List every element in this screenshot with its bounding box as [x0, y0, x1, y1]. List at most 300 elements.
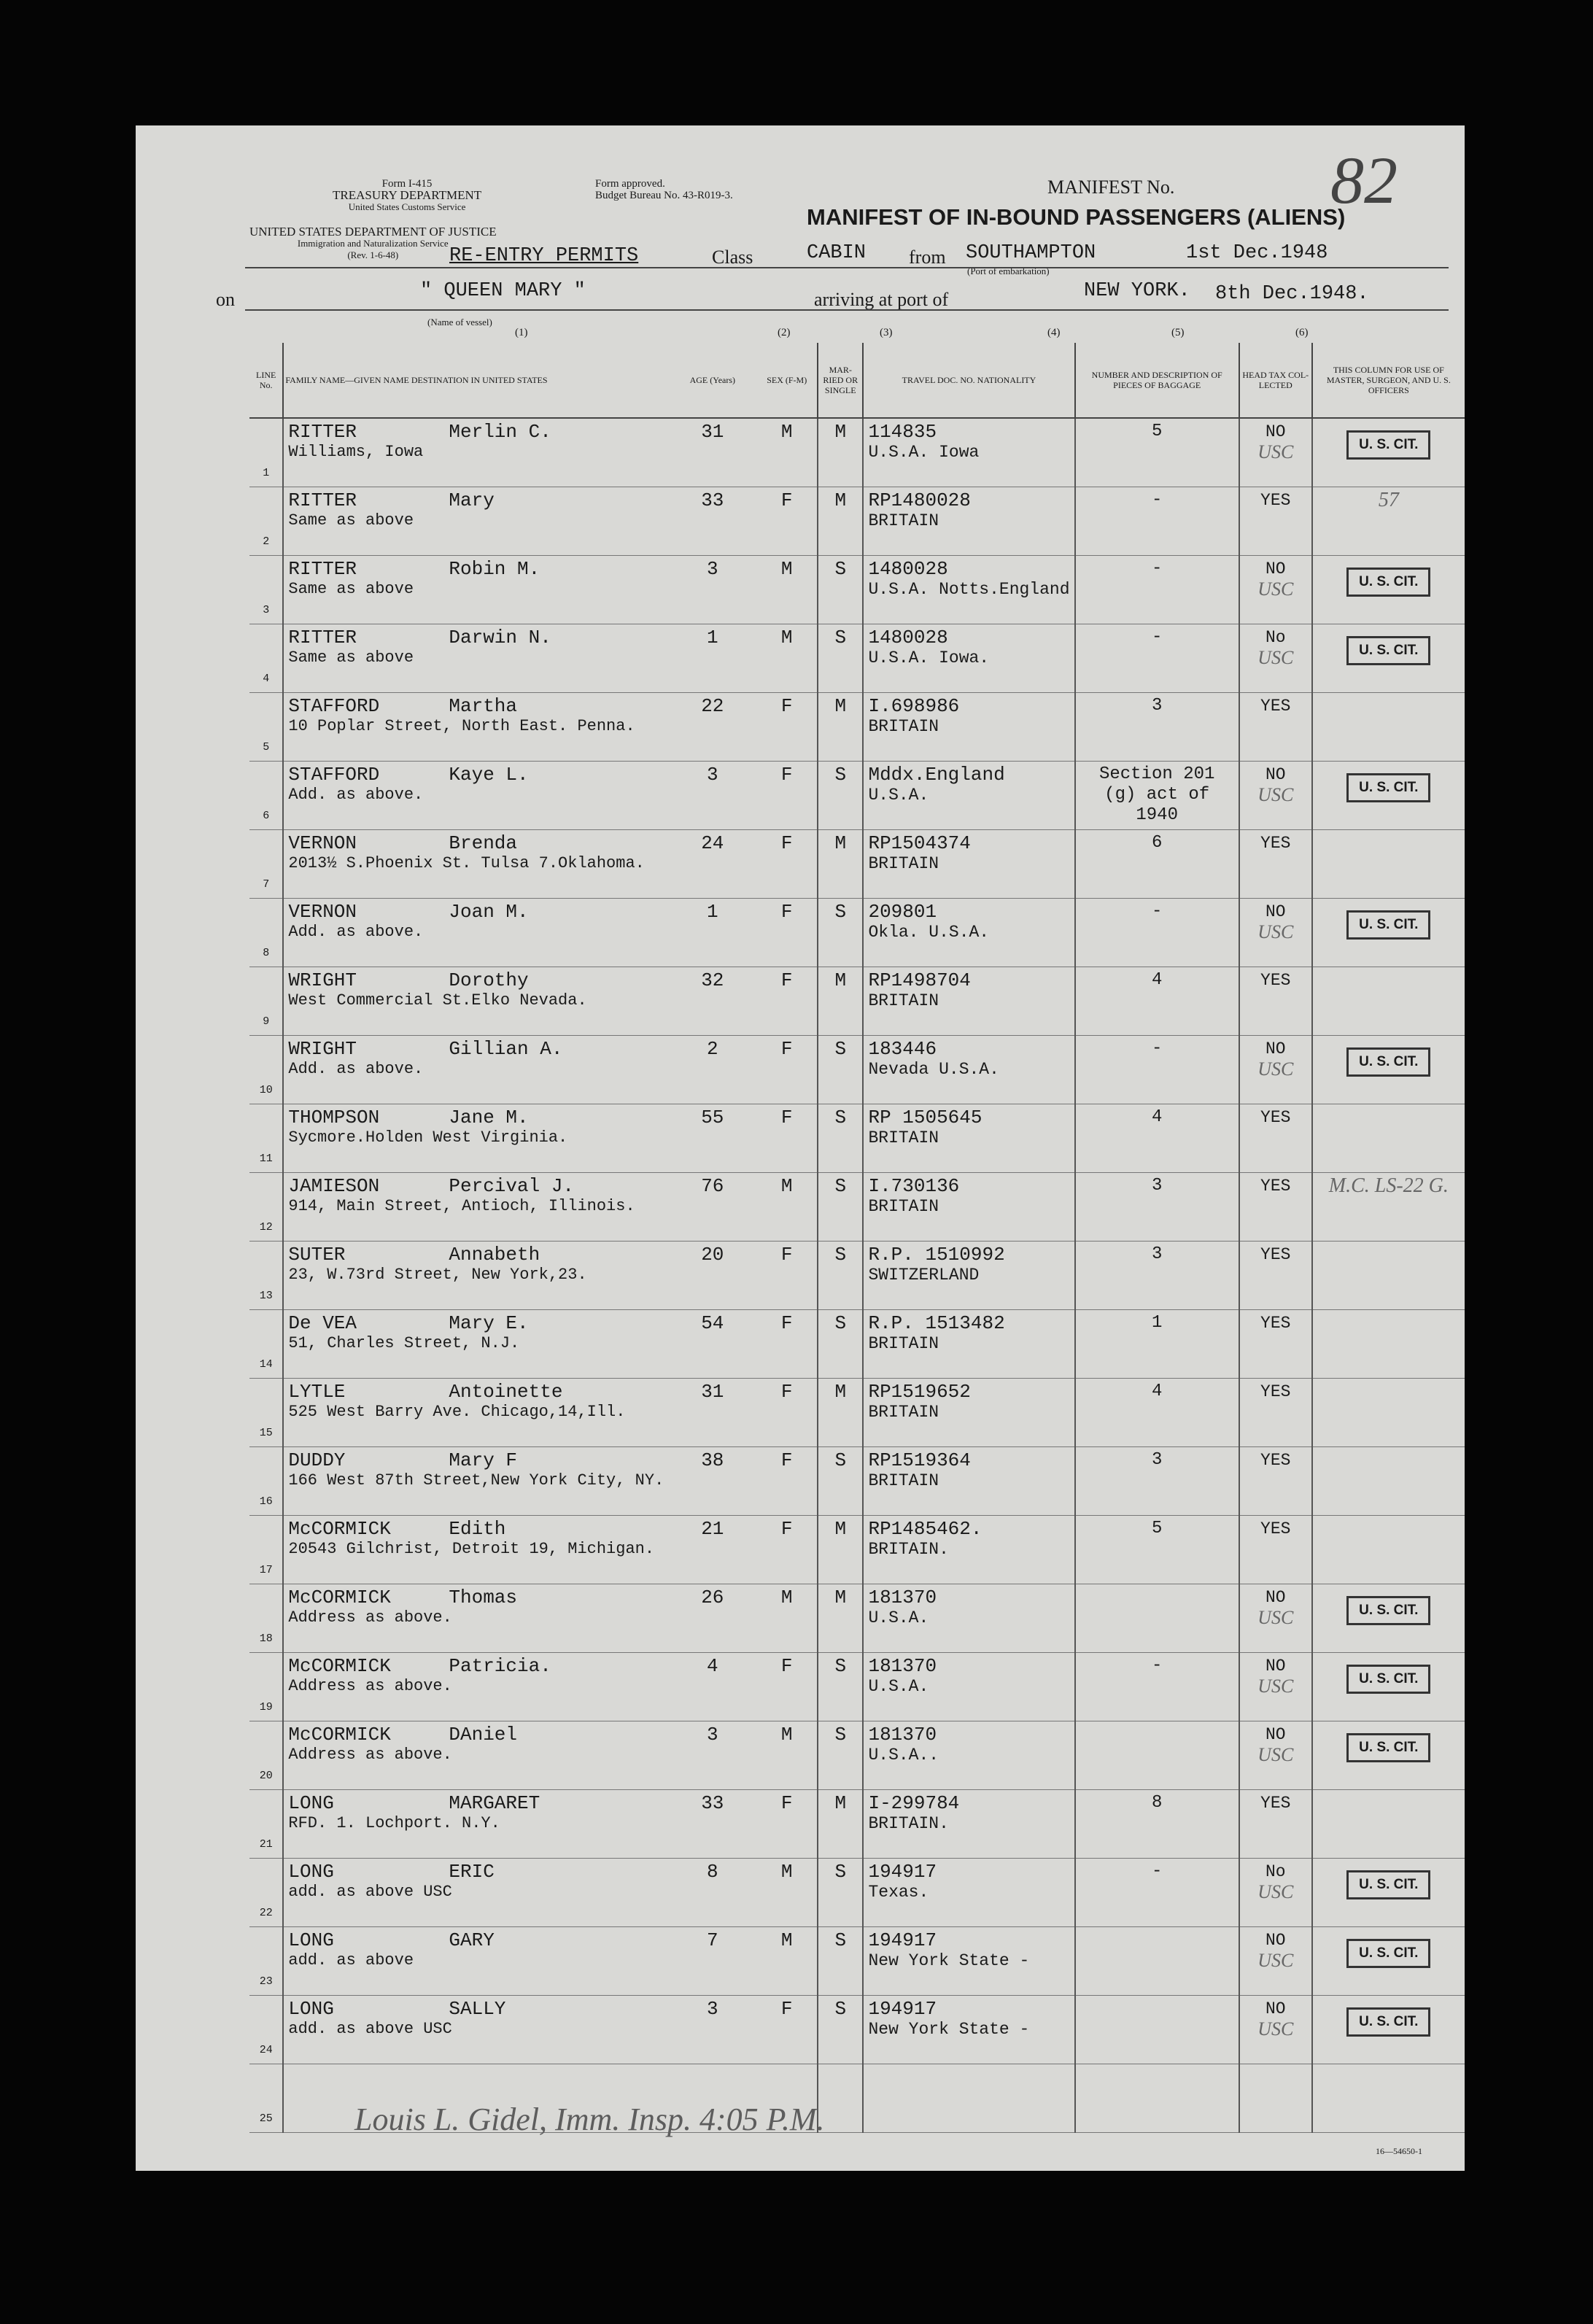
age-cell: 1	[668, 624, 756, 693]
head-tax-value: No	[1265, 628, 1286, 647]
nationality: BRITAIN.	[868, 1814, 949, 1833]
nationality: U.S.A.	[868, 1608, 929, 1627]
marital-cell: M	[818, 967, 863, 1036]
head-tax-cell	[1239, 762, 1312, 830]
head-tax-cell	[1239, 1310, 1312, 1379]
head-tax-value: YES	[1260, 971, 1291, 990]
travel-doc-number: R.P. 1513482	[868, 1312, 1005, 1334]
head-tax-value: NO	[1265, 1588, 1286, 1607]
table-row	[249, 624, 1465, 693]
travel-doc-cell	[863, 1859, 1074, 1927]
destination: add. as above	[288, 1951, 414, 1969]
given-name: Thomas	[449, 1587, 518, 1608]
class-label: Class	[712, 247, 753, 268]
family-name: VERNON Brenda	[288, 832, 518, 854]
nationality: BRITAIN	[868, 991, 939, 1010]
travel-doc-cell	[863, 899, 1074, 967]
line-number: 15	[249, 1379, 283, 1447]
column-number: (1)	[515, 327, 528, 338]
head-tax-cell	[1239, 2064, 1312, 2133]
given-name: Mary F	[449, 1449, 518, 1471]
name-cell	[283, 1790, 668, 1859]
sex-cell: F	[756, 1516, 818, 1584]
nationality: U.S.A. Notts.England	[868, 580, 1070, 599]
destination: Address as above.	[288, 1746, 452, 1764]
usc-note: USC	[1257, 2018, 1294, 2040]
travel-doc-cell	[863, 830, 1074, 899]
line-number: 4	[249, 624, 283, 693]
table-row	[249, 1379, 1465, 1447]
name-cell	[283, 556, 668, 624]
age-cell: 54	[668, 1310, 756, 1379]
officer-cell	[1312, 1927, 1465, 1996]
marital-cell: S	[818, 1447, 863, 1516]
name-cell	[283, 1996, 668, 2064]
table-row	[249, 1516, 1465, 1584]
manifest-no-label: MANIFEST No.	[1047, 177, 1175, 198]
officer-cell	[1312, 1653, 1465, 1721]
baggage-cell: -	[1075, 1036, 1239, 1104]
given-name: Martha	[449, 695, 518, 717]
travel-doc-number: RP1498704	[868, 969, 971, 991]
head-tax-value: YES	[1260, 1177, 1291, 1196]
head-tax-value: NO	[1265, 422, 1286, 441]
name-cell	[283, 1516, 668, 1584]
column-number: (6)	[1295, 327, 1309, 338]
officer-note: 57	[1378, 489, 1399, 511]
arrival-port: NEW YORK.	[1084, 280, 1190, 302]
travel-doc-cell	[863, 556, 1074, 624]
travel-doc-number: 1480028	[868, 627, 948, 648]
given-name: Kaye L.	[449, 764, 529, 786]
sex-cell: F	[756, 1310, 818, 1379]
officer-note: M.C. LS-22 G.	[1328, 1174, 1449, 1197]
baggage-cell: 3	[1075, 1447, 1239, 1516]
destination: Same as above	[288, 580, 414, 598]
travel-doc-number: 181370	[868, 1724, 937, 1746]
family-name: RITTER Robin M.	[288, 558, 540, 580]
nationality: BRITAIN	[868, 1334, 939, 1353]
marital-cell: S	[818, 1653, 863, 1721]
head-tax-value: YES	[1260, 1451, 1291, 1470]
officer-cell	[1312, 2064, 1465, 2133]
head-tax-value: YES	[1260, 1382, 1291, 1401]
head-tax-value: YES	[1260, 1245, 1291, 1264]
marital-cell: S	[818, 1104, 863, 1173]
family-name: DUDDY Mary F	[288, 1449, 518, 1471]
officer-cell	[1312, 624, 1465, 693]
destination: Add. as above.	[288, 923, 424, 941]
travel-doc-cell	[863, 1927, 1074, 1996]
officer-cell	[1312, 487, 1465, 556]
age-cell: 32	[668, 967, 756, 1036]
header-rule	[245, 309, 1449, 311]
table-row	[249, 1310, 1465, 1379]
form-code: 16—54650-1	[1376, 2146, 1422, 2156]
baggage-cell: -	[1075, 487, 1239, 556]
family-name: McCORMICK DAniel	[288, 1724, 518, 1746]
family-name: De VEA Mary E.	[288, 1312, 529, 1334]
destination: West Commercial St.Elko Nevada.	[288, 991, 587, 1010]
name-cell	[283, 830, 668, 899]
us-citizen-stamp: U. S. CIT.	[1346, 1596, 1430, 1625]
col-sex: SEX (F-M)	[756, 343, 818, 418]
marital-cell: M	[818, 418, 863, 487]
line-number: 20	[249, 1721, 283, 1790]
age-cell: 26	[668, 1584, 756, 1653]
given-name: Antoinette	[449, 1381, 563, 1403]
travel-doc-number: RP 1505645	[868, 1107, 982, 1128]
age-cell: 24	[668, 830, 756, 899]
us-citizen-stamp: U. S. CIT.	[1346, 568, 1430, 597]
family-name: WRIGHT Gillian A.	[288, 1038, 563, 1060]
col-line: LINE No.	[249, 343, 283, 418]
nationality: BRITAIN	[868, 1197, 939, 1216]
head-tax-value: NO	[1265, 1657, 1286, 1676]
head-tax-cell	[1239, 967, 1312, 1036]
given-name: Dorothy	[449, 969, 529, 991]
given-name: Mary	[449, 489, 495, 511]
nationality: U.S.A. Iowa	[868, 443, 980, 462]
marital-cell: S	[818, 1036, 863, 1104]
table-row	[249, 967, 1465, 1036]
passenger-table	[249, 343, 1465, 2133]
line-number: 1	[249, 418, 283, 487]
marital-cell: S	[818, 1927, 863, 1996]
from-port: SOUTHAMPTON	[966, 242, 1096, 264]
travel-doc-number: RP1485462.	[868, 1518, 982, 1540]
sex-cell: M	[756, 418, 818, 487]
line-number: 16	[249, 1447, 283, 1516]
age-cell: 3	[668, 556, 756, 624]
age-cell: 3	[668, 762, 756, 830]
nationality: BRITAIN	[868, 1471, 939, 1490]
nationality: New York State -	[868, 2020, 1030, 2039]
destination: Add. as above.	[288, 786, 424, 804]
travel-doc-cell	[863, 762, 1074, 830]
form-label: Form I-415 TREASURY DEPARTMENT United States Customs Service	[333, 178, 482, 212]
column-number: (3)	[880, 327, 893, 338]
usc-note: USC	[1257, 1607, 1294, 1628]
marital-cell: S	[818, 1721, 863, 1790]
destination: add. as above USC	[288, 1883, 452, 1901]
us-citizen-stamp: U. S. CIT.	[1346, 773, 1430, 802]
destination: Address as above.	[288, 1608, 452, 1627]
name-cell	[283, 624, 668, 693]
family-name: RITTER Mary	[288, 489, 495, 511]
line-number: 11	[249, 1104, 283, 1173]
head-tax-cell	[1239, 1516, 1312, 1584]
baggage-cell: -	[1075, 1859, 1239, 1927]
us-citizen-stamp: U. S. CIT.	[1346, 1733, 1430, 1762]
usc-note: USC	[1257, 1058, 1294, 1080]
column-number: (2)	[778, 327, 791, 338]
sex-cell: F	[756, 1242, 818, 1310]
table-row	[249, 1859, 1465, 1927]
travel-doc-number: I.698986	[868, 695, 960, 717]
officer-cell	[1312, 418, 1465, 487]
line-number: 2	[249, 487, 283, 556]
nationality: Okla. U.S.A.	[868, 923, 990, 942]
us-citizen-stamp: U. S. CIT.	[1346, 430, 1430, 460]
family-name: LONG SALLY	[288, 1998, 506, 2020]
baggage-cell: 5	[1075, 1516, 1239, 1584]
head-tax-cell	[1239, 1173, 1312, 1242]
marital-cell: M	[818, 1790, 863, 1859]
given-name: GARY	[449, 1929, 495, 1951]
line-number: 22	[249, 1859, 283, 1927]
given-name: Edith	[449, 1518, 506, 1540]
sex-cell: F	[756, 830, 818, 899]
baggage-cell: -	[1075, 899, 1239, 967]
officer-cell	[1312, 1447, 1465, 1516]
head-tax-cell	[1239, 1584, 1312, 1653]
usc-note: USC	[1257, 1950, 1294, 1971]
marital-cell: S	[818, 1996, 863, 2064]
usc-note: USC	[1257, 784, 1294, 805]
name-cell	[283, 1584, 668, 1653]
line-number: 6	[249, 762, 283, 830]
given-name: ERIC	[449, 1861, 495, 1883]
table-row	[249, 1104, 1465, 1173]
destination: Williams, Iowa	[288, 443, 424, 461]
sex-cell: F	[756, 762, 818, 830]
head-tax-cell	[1239, 1790, 1312, 1859]
header-rule	[245, 267, 1449, 268]
marital-cell: M	[818, 1379, 863, 1447]
family-name: STAFFORD Kaye L.	[288, 764, 529, 786]
nationality: BRITAIN.	[868, 1540, 949, 1559]
age-cell: 55	[668, 1104, 756, 1173]
table-row	[249, 762, 1465, 830]
sex-cell: F	[756, 487, 818, 556]
travel-doc-cell	[863, 1036, 1074, 1104]
officer-cell	[1312, 1721, 1465, 1790]
approval-note: Form approved. Budget Bureau No. 43-R019-3.	[595, 178, 733, 201]
marital-cell: M	[818, 693, 863, 762]
baggage-cell	[1075, 1584, 1239, 1653]
travel-doc-number: R.P. 1510992	[868, 1244, 1005, 1266]
given-name: Patricia.	[449, 1655, 551, 1677]
reentry-label: RE-ENTRY PERMITS	[449, 245, 639, 267]
name-cell	[283, 1927, 668, 1996]
nationality: U.S.A..	[868, 1746, 939, 1765]
line-number: 9	[249, 967, 283, 1036]
baggage-cell: 8	[1075, 1790, 1239, 1859]
us-citizen-stamp: U. S. CIT.	[1346, 1870, 1430, 1899]
baggage-cell: 1	[1075, 1310, 1239, 1379]
nationality: BRITAIN	[868, 1403, 939, 1422]
travel-doc-number: 114835	[868, 421, 937, 443]
given-name: Mary E.	[449, 1312, 529, 1334]
table-row	[249, 693, 1465, 762]
destination: 2013½ S.Phoenix St. Tulsa 7.Oklahoma.	[288, 854, 645, 872]
sex-cell: M	[756, 556, 818, 624]
vessel-note: (Name of vessel)	[427, 317, 492, 328]
marital-cell: S	[818, 762, 863, 830]
head-tax-value: YES	[1260, 1108, 1291, 1127]
table-row	[249, 830, 1465, 899]
head-tax-cell	[1239, 1653, 1312, 1721]
table-row	[249, 1242, 1465, 1310]
class-value: CABIN	[807, 242, 867, 264]
usc-note: USC	[1257, 578, 1294, 600]
officer-cell	[1312, 1996, 1465, 2064]
col-name: FAMILY NAME—GIVEN NAME DESTINATION IN UNITED STATES	[283, 343, 668, 418]
line-number: 8	[249, 899, 283, 967]
given-name: Darwin N.	[449, 627, 551, 648]
family-name: WRIGHT Dorothy	[288, 969, 529, 991]
given-name: DAniel	[449, 1724, 518, 1746]
given-name: Jane M.	[449, 1107, 529, 1128]
head-tax-cell	[1239, 1859, 1312, 1927]
nationality: Nevada U.S.A.	[868, 1060, 999, 1079]
family-name: THOMPSON Jane M.	[288, 1107, 529, 1128]
destination: Address as above.	[288, 1677, 452, 1695]
nationality: New York State -	[868, 1951, 1030, 1970]
age-cell: 21	[668, 1516, 756, 1584]
column-number: (4)	[1047, 327, 1061, 338]
sex-cell: F	[756, 1036, 818, 1104]
given-name: Gillian A.	[449, 1038, 563, 1060]
officer-cell	[1312, 762, 1465, 830]
depart-date: 1st Dec.1948	[1186, 242, 1328, 264]
sex-cell: F	[756, 1379, 818, 1447]
given-name: MARGARET	[449, 1792, 540, 1814]
destination: add. as above USC	[288, 2020, 452, 2038]
nationality: U.S.A.	[868, 1677, 929, 1696]
head-tax-value: No	[1265, 1862, 1286, 1881]
family-name: RITTER Darwin N.	[288, 627, 551, 648]
age-cell: 1	[668, 899, 756, 967]
line-number: 3	[249, 556, 283, 624]
destination: Add. as above.	[288, 1060, 424, 1078]
family-name: McCORMICK Thomas	[288, 1587, 518, 1608]
travel-doc-cell	[863, 1721, 1074, 1790]
travel-doc-number: 194917	[868, 1998, 937, 2020]
us-citizen-stamp: U. S. CIT.	[1346, 1047, 1430, 1077]
travel-doc-number: RP1519364	[868, 1449, 971, 1471]
marital-cell: M	[818, 830, 863, 899]
family-name	[288, 2067, 664, 2088]
head-tax-value: YES	[1260, 1519, 1291, 1538]
age-cell: 3	[668, 1996, 756, 2064]
sex-cell: F	[756, 1104, 818, 1173]
table-header-row	[249, 343, 1465, 418]
nationality: BRITAIN	[868, 511, 939, 530]
us-citizen-stamp: U. S. CIT.	[1346, 1665, 1430, 1694]
given-name: Percival J.	[449, 1175, 575, 1197]
usc-note: USC	[1257, 647, 1294, 668]
travel-doc-cell	[863, 1584, 1074, 1653]
head-tax-cell	[1239, 418, 1312, 487]
name-cell	[283, 418, 668, 487]
head-tax-value: NO	[1265, 1931, 1286, 1950]
family-name: STAFFORD Martha	[288, 695, 518, 717]
family-name: LONG GARY	[288, 1929, 495, 1951]
travel-doc-number: 181370	[868, 1655, 937, 1677]
age-cell: 22	[668, 693, 756, 762]
head-tax-cell	[1239, 1721, 1312, 1790]
travel-doc-cell	[863, 1996, 1074, 2064]
usc-note: USC	[1257, 921, 1294, 942]
head-tax-value: YES	[1260, 1794, 1291, 1813]
head-tax-value: NO	[1265, 1999, 1286, 2018]
given-name: Annabeth	[449, 1244, 540, 1266]
baggage-cell: 5	[1075, 418, 1239, 487]
table-row	[249, 1173, 1465, 1242]
usc-note: USC	[1257, 441, 1294, 462]
line-number: 17	[249, 1516, 283, 1584]
marital-cell: M	[818, 487, 863, 556]
family-name: LONG MARGARET	[288, 1792, 540, 1814]
table-row	[249, 487, 1465, 556]
age-cell: 33	[668, 1790, 756, 1859]
age-cell: 20	[668, 1242, 756, 1310]
officer-cell	[1312, 1104, 1465, 1173]
name-cell	[283, 693, 668, 762]
us-citizen-stamp: U. S. CIT.	[1346, 636, 1430, 665]
head-tax-value: YES	[1260, 697, 1291, 716]
sex-cell: F	[756, 1790, 818, 1859]
sex-cell: F	[756, 1653, 818, 1721]
travel-doc-cell	[863, 1310, 1074, 1379]
destination: RFD. 1. Lochport. N.Y.	[288, 1814, 500, 1832]
given-name: SALLY	[449, 1998, 506, 2020]
sex-cell: M	[756, 1927, 818, 1996]
line-number: 21	[249, 1790, 283, 1859]
line-number: 7	[249, 830, 283, 899]
vessel-name: " QUEEN MARY "	[420, 280, 586, 302]
marital-cell: S	[818, 1310, 863, 1379]
name-cell	[283, 1859, 668, 1927]
family-name: LYTLE Antoinette	[288, 1381, 563, 1403]
travel-doc-cell	[863, 1104, 1074, 1173]
line-number: 10	[249, 1036, 283, 1104]
age-cell: 38	[668, 1447, 756, 1516]
sex-cell: M	[756, 1173, 818, 1242]
head-tax-cell	[1239, 1996, 1312, 2064]
officer-cell	[1312, 899, 1465, 967]
travel-doc-cell	[863, 1379, 1074, 1447]
col-head-tax: HEAD TAX COL-LECTED	[1239, 343, 1312, 418]
family-name: LONG ERIC	[288, 1861, 495, 1883]
table-row	[249, 899, 1465, 967]
travel-doc-cell	[863, 2064, 1074, 2133]
officer-cell	[1312, 1173, 1465, 1242]
head-tax-cell	[1239, 487, 1312, 556]
baggage-cell: -	[1075, 1653, 1239, 1721]
on-label: on	[216, 289, 235, 310]
destination: 525 West Barry Ave. Chicago,14,Ill.	[288, 1403, 626, 1421]
head-tax-cell	[1239, 1927, 1312, 1996]
head-tax-value: NO	[1265, 765, 1286, 784]
table-row	[249, 1653, 1465, 1721]
embark-note: (Port of embarkation)	[967, 266, 1050, 276]
travel-doc-number: 183446	[868, 1038, 937, 1060]
travel-doc-cell	[863, 1790, 1074, 1859]
col-age: AGE (Years)	[668, 343, 756, 418]
table-row	[249, 1447, 1465, 1516]
table-row	[249, 1721, 1465, 1790]
head-tax-cell	[1239, 1379, 1312, 1447]
head-tax-value: YES	[1260, 1314, 1291, 1333]
head-tax-cell	[1239, 556, 1312, 624]
given-name: Joan M.	[449, 901, 529, 923]
name-cell	[283, 1653, 668, 1721]
travel-doc-number: I-299784	[868, 1792, 960, 1814]
travel-doc-number: 181370	[868, 1587, 937, 1608]
